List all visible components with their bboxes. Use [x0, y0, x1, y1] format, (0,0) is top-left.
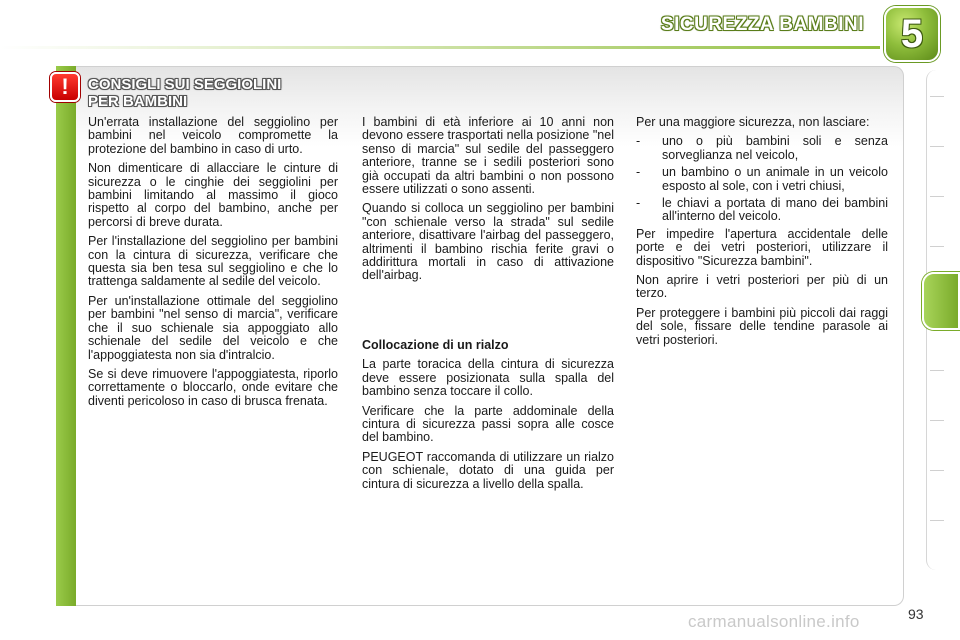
- watermark: carmanualsonline.info: [688, 612, 860, 631]
- paragraph: Quando si colloca un seggiolino per bambini "con schienale verso la strada" sul sedile anteriore, disattivare l'airbag del passeggero, altrimenti il bambino rischia ferite gravi o addirittura mortali in caso di attivazione dell'airbag.: [362, 201, 614, 283]
- paragraph: Se si deve rimuovere l'appoggiatesta, riporlo correttamente o bloccarlo, onde evitare che diventi pericoloso in caso di brusca frenata.: [88, 366, 338, 408]
- side-tab-divider: [930, 246, 944, 247]
- section-title-line: CONSIGLI SUI SEGGIOLINI: [88, 76, 282, 93]
- side-tab-divider: [930, 420, 944, 421]
- list-item-text: un bambino o un animale in un veicolo esposto al sole, con i vetri chiusi,: [662, 165, 888, 193]
- paragraph: PEUGEOT raccomanda di utilizzare un rialzo con schienale, dotato di una guida per cintura di sicurezza a livello della spalla.: [362, 449, 614, 491]
- side-tab-divider: [930, 370, 944, 371]
- text-column-3: [636, 116, 888, 353]
- panel-accent-bar: [56, 66, 76, 606]
- section-title: [88, 76, 348, 110]
- side-tab-divider: [930, 196, 944, 197]
- section-title-line: PER BAMBINI: [88, 93, 188, 110]
- paragraph: La parte toracica della cintura di sicurezza deve essere posizionata sulla spalla del bambino senza toccare il collo.: [362, 357, 614, 399]
- list-item-text: uno o più bambini soli e senza sorveglianza nel veicolo,: [662, 134, 888, 162]
- paragraph: Non aprire i vetri posteriori per più di un terzo.: [636, 273, 888, 301]
- paragraph: Per impedire l'apertura accidentale delle porte e dei vetri posteriori, utilizzare il dispositivo "Sicurezza bambini".: [636, 226, 888, 268]
- paragraph: Per una maggiore sicurezza, non lasciare:: [636, 115, 870, 129]
- warning-symbol: !: [61, 74, 69, 99]
- paragraph: Per un'installazione ottimale del seggiolino per bambini "nel senso di marcia", verificare che il suo schienale sia appoggiato allo schienale del sedile del veicolo e che l'appoggiatesta non sia d'intralcio.: [88, 293, 338, 362]
- side-tab-chapter-5[interactable]: [922, 272, 960, 330]
- list-dash: -: [636, 134, 641, 149]
- list-item: [636, 135, 888, 162]
- text-column-1: [88, 116, 338, 414]
- list-item: [636, 197, 888, 224]
- chapter-title: SICUREZZA BAMBINI: [660, 14, 864, 35]
- side-tab-divider: [930, 470, 944, 471]
- paragraph: I bambini di età inferiore ai 10 anni non devono essere trasportati nella posizione "nel senso di marcia" sul sedile del passeggero anteriore, tranne se i sedili posteriori sono già occupati da altri bambini o non possono essere utilizzati o sono assenti.: [362, 115, 614, 197]
- chapter-badge-icon: [884, 6, 940, 62]
- list-dash: -: [636, 196, 641, 211]
- page-header: [0, 0, 960, 62]
- text-column-2: [362, 116, 614, 497]
- list-dash: -: [636, 165, 641, 180]
- paragraph: Un'errata installazione del seggiolino per bambini nel veicolo compromette la protezione del bambino in caso di urto.: [88, 115, 338, 156]
- side-tab-divider: [930, 96, 944, 97]
- warning-icon: [50, 72, 80, 102]
- side-tab-divider: [930, 146, 944, 147]
- paragraph: Per l'installazione del seggiolino per bambini con la cintura di sicurezza, verificare che questa sia ben tesa sul seggiolino e che lo trattenga saldamente al sedile del veicolo.: [88, 234, 338, 289]
- paragraph: Non dimenticare di allacciare le cinture di sicurezza o le cinghie dei seggiolini per bambini limitando al massimo il gioco rispetto al corpo del bambino, anche per percorsi di breve durata.: [88, 161, 338, 229]
- chapter-number: 5: [900, 11, 924, 56]
- list-item-text: le chiavi a portata di mano dei bambini all'interno del veicolo.: [662, 196, 888, 224]
- side-tab-divider: [930, 520, 944, 521]
- subheading: Collocazione di un rialzo: [362, 337, 509, 352]
- list-item: [636, 166, 888, 193]
- paragraph: Verificare che la parte addominale della cintura di sicurezza passi sopra alle cosce del bambino.: [362, 403, 614, 445]
- paragraph: Per proteggere i bambini più piccoli dai raggi del sole, fissare delle tendine parasole ai vetri posteriori.: [636, 305, 888, 347]
- spacer: [362, 289, 614, 339]
- header-divider: [0, 46, 880, 49]
- page-number: 93: [908, 606, 924, 622]
